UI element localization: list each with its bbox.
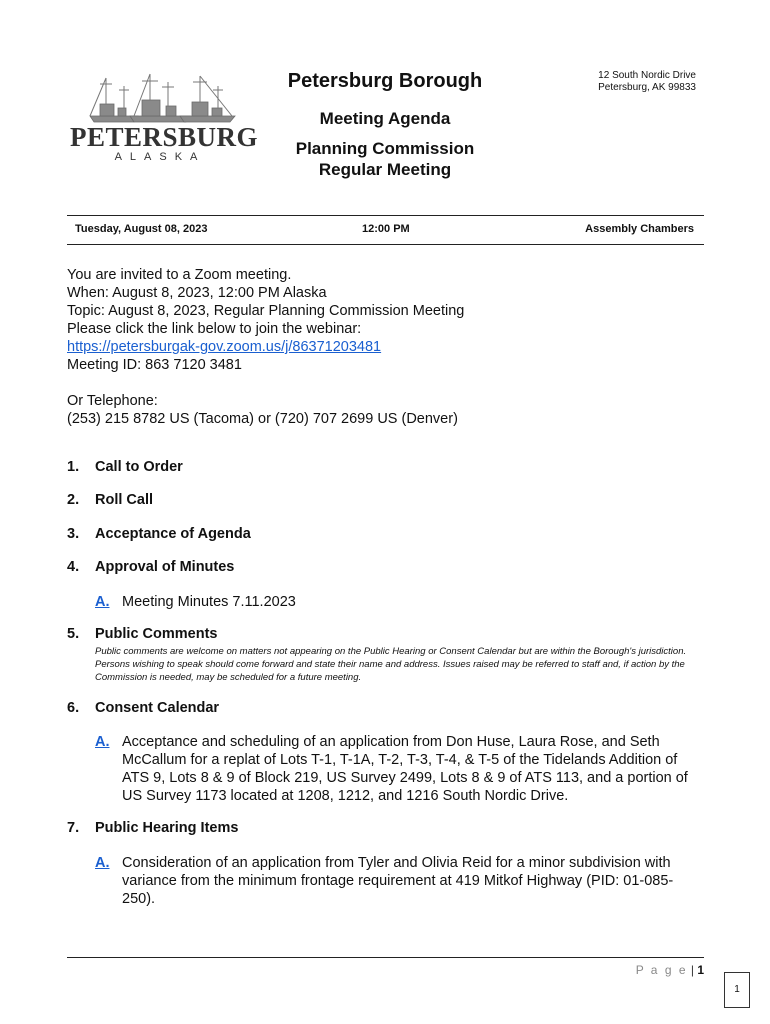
agenda-item-public-hearing: 7. Public Hearing Items (67, 820, 239, 836)
meeting-date: Tuesday, August 08, 2023 (75, 223, 208, 235)
page-footer (560, 963, 704, 977)
logo-subtitle: ALASKA (114, 151, 206, 163)
intro-line: When: August 8, 2023, 12:00 PM Alaska (67, 285, 327, 301)
subitem-link[interactable]: A. (95, 855, 110, 871)
agenda-item-roll-call: 2. Roll Call (67, 492, 154, 508)
organization-name: Petersburg Borough (287, 70, 483, 92)
committee-heading (270, 138, 500, 180)
address-line-2: Petersburg, AK 99833 (598, 82, 696, 93)
logo-wordmark: PETERSBURG (70, 122, 259, 152)
subitem-link[interactable]: A. (95, 594, 110, 610)
committee-name: Planning Commission (295, 139, 475, 158)
meeting-id: Meeting ID: 863 7120 3481 (67, 357, 242, 373)
subitem-hearing (95, 854, 705, 908)
agenda-item-minutes: 4. Approval of Minutes (67, 559, 235, 575)
intro-line: Please click the link below to join the webinar: (67, 321, 362, 337)
zoom-invitation (67, 266, 707, 428)
agenda-item-call-to-order: 1. Call to Order (67, 459, 183, 475)
subitem-text: Consideration of an application from Tyler and Olivia Reid for a minor subdivision with variance from the minimum frontage requirement at 419 Mitkof Highway (PID: 01-085-250). (122, 855, 674, 907)
intro-line: You are invited to a Zoom meeting. (67, 267, 292, 283)
page-separator: | (690, 963, 694, 977)
page-number: 1 (697, 963, 704, 977)
phone-label: Or Telephone: (67, 393, 158, 409)
agenda-title: Meeting Agenda (319, 109, 451, 128)
footer-rule (67, 957, 704, 958)
petersburg-logo (70, 72, 259, 167)
subitem-minutes (95, 593, 705, 611)
agenda-item-acceptance: 3. Acceptance of Agenda (67, 526, 251, 542)
subitem-link[interactable]: A. (95, 734, 110, 750)
agenda-item-public-comments: 5. Public Comments (67, 626, 218, 642)
meeting-time: 12:00 PM (362, 223, 410, 235)
agenda-item-consent-calendar: 6. Consent Calendar (67, 700, 220, 716)
public-comments-note: Public comments are welcome on matters not appearing on the Public Hearing or Consent Calendar but are within the Borough's jurisdiction. Persons wishing to speak should come forward and state their name and address. Issues raised may be referred to staff and, if action by the Commission is needed, may be scheduled for a future meeting. (95, 646, 687, 683)
subitem-text: Meeting Minutes 7.11.2023 (122, 594, 296, 610)
phone-numbers: (253) 215 8782 US (Tacoma) or (720) 707 2699 US (Denver) (67, 411, 458, 427)
subitem-consent (95, 733, 705, 805)
meeting-type: Regular Meeting (318, 160, 452, 179)
address-line-1: 12 South Nordic Drive (598, 70, 696, 81)
page-number-box: 1 (724, 972, 750, 1008)
address (560, 70, 696, 94)
intro-line: Topic: August 8, 2023, Regular Planning Commission Meeting (67, 303, 465, 319)
header-rule-top (67, 215, 704, 216)
fishing-boats-icon (70, 72, 250, 124)
header-rule-bottom (67, 244, 704, 245)
subitem-text: Acceptance and scheduling of an application from Don Huse, Laura Rose, and Seth McCallum for a replat of Lots T-1, T-1A, T-2, T-3, T-4, & T-5 of the Tidelands Addition of ATS 9, Lots 8 & 9 of Block 219, US Survey 2499, Lots 8 & 9 of ATS 113, and a portion of US Survey 1173 located at 1208, 1212, and 1216 South Nordic Drive. (122, 734, 688, 804)
zoom-link[interactable]: https://petersburgak-gov.zoom.us/j/86371203481 (67, 339, 382, 355)
page-label: P a g e (635, 963, 688, 977)
meeting-location: Assembly Chambers (585, 223, 694, 235)
